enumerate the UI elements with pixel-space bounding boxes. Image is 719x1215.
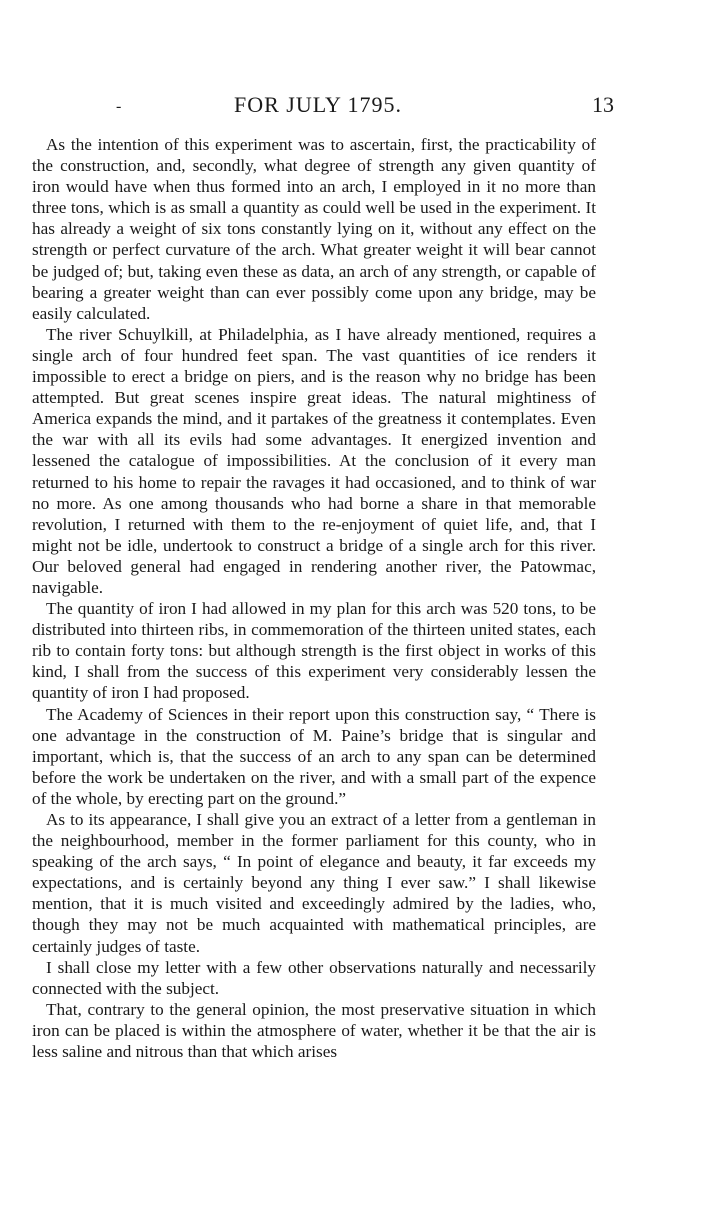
paragraph: The Academy of Sciences in their report upon this construction say, “ There is one advantage in the construction of M. Paine’s bridge that is singular and important, which is, that the success of an arch to any span can be determined before the work be undertaken on the river, and with a small part of the expence of the whole, by erecting part on the ground.” [32, 704, 596, 808]
running-head: FOR JULY 1795. [233, 92, 403, 117]
paragraph: The river Schuylkill, at Philadelphia, as I have already mentioned, requires a single arch of four hundred feet span. The vast quantities of ice renders it impossible to erect a bridge on piers, and is the reason why no bridge has been attempted. But great scenes inspire great ideas. The natural mightiness of America expands the mind, and it partakes of the greatness it contemplates. Even the war with all its evils had some advantages. It energized invention and lessened the catalogue of impossibilities. At the conclusion of it every man returned to his home to repair the ravages it had occasioned, and to think of war no more. As one among thousands who had borne a share in that memorable revolution, I returned with them to the re-enjoyment of quiet life, and, that I might not be idle, undertook to construct a bridge of a single arch for this river. Our beloved general had engaged in rendering another river, the Patowmac, navigable. [32, 324, 596, 597]
paragraph: As the intention of this experiment was to ascertain, first, the practicability of the construction, and, secondly, what degree of strength any given quantity of iron would have when thus formed into an arch, I employed in it no more than three tons, which is as small a quantity as could well be used in the experiment. It has already a weight of six tons constantly lying on it, without any effect on the strength or perfect curvature of the arch. What greater weight it will bear cannot be judged of; but, taking even these as data, an arch of any strength, or capable of bearing a greater weight than can ever possibly come upon any bridge, may be easily calculated. [32, 135, 596, 323]
body-text [32, 134, 596, 1062]
paragraph: The quantity of iron I had allowed in my plan for this arch was 520 tons, to be distributed into thirteen ribs, in commemoration of the thirteen united states, each rib to contain forty tons: but although strength is the first object in works of this kind, I shall from the success of this experiment very considerably lessen the quantity of iron I had proposed. [32, 599, 596, 703]
page-number: 13 [592, 92, 614, 117]
paragraph: I shall close my letter with a few other observations naturally and necessarily connected with the subject. [32, 957, 596, 998]
page-header [28, 92, 614, 128]
paragraph: As to its appearance, I shall give you an extract of a letter from a gentleman in the neighbourhood, member in the former parliament for this county, who in speaking of the arch says, “ In point of elegance and beauty, it far exceeds my expectations, and is certainly beyond any thing I ever saw.” I shall likewise mention, that it is much visited and exceedingly admired by the ladies, who, though they may not be much acquainted with mathematical principles, are certainly judges of taste. [32, 810, 596, 956]
header-mark: - [116, 98, 122, 115]
paragraph: That, contrary to the general opinion, the most preservative situation in which iron can be placed is within the atmosphere of water, whether it be that the air is less saline and nitrous than that which arises [32, 999, 596, 1062]
